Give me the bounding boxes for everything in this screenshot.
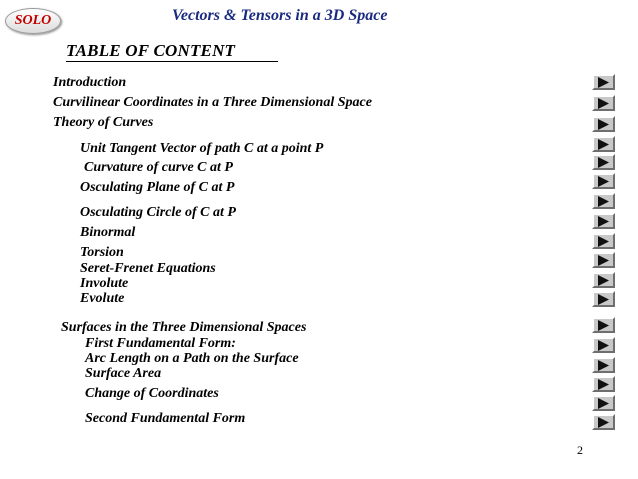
nav-arrow-button[interactable]	[592, 272, 615, 288]
play-triangle-icon	[597, 119, 610, 130]
page-title: Vectors & Tensors in a 3D Space	[172, 7, 388, 24]
toc-item-curvature[interactable]: Curvature of curve C at P	[84, 160, 233, 175]
play-triangle-icon	[597, 236, 610, 247]
toc-item-arc-length[interactable]: Arc Length on a Path on the Surface	[85, 351, 299, 366]
toc-item-curvilinear-coordinates[interactable]: Curvilinear Coordinates in a Three Dimensional Space	[53, 95, 372, 110]
toc-item-binormal[interactable]: Binormal	[80, 225, 136, 240]
toc-item-introduction[interactable]: Introduction	[53, 75, 127, 90]
play-triangle-icon	[597, 98, 610, 109]
play-triangle-icon	[597, 320, 610, 331]
play-triangle-icon	[597, 157, 610, 168]
nav-arrow-button[interactable]	[592, 414, 615, 430]
toc-item-osculating-plane[interactable]: Osculating Plane of C at P	[80, 180, 235, 195]
nav-arrow-button[interactable]	[592, 136, 615, 152]
nav-arrow-button[interactable]	[592, 233, 615, 249]
nav-arrow-button[interactable]	[592, 337, 615, 353]
play-triangle-icon	[597, 216, 610, 227]
play-triangle-icon	[597, 379, 610, 390]
toc-item-unit-tangent-vector[interactable]: Unit Tangent Vector of path C at a point P	[80, 141, 324, 156]
toc-heading: TABLE OF CONTENT	[66, 41, 236, 60]
nav-arrow-button[interactable]	[592, 154, 615, 170]
play-triangle-icon	[597, 139, 610, 150]
play-triangle-icon	[597, 255, 610, 266]
page-number: 2	[577, 443, 583, 457]
play-triangle-icon	[597, 398, 610, 409]
toc-item-torsion[interactable]: Torsion	[80, 245, 124, 260]
solo-logo	[5, 8, 61, 34]
nav-arrow-button[interactable]	[592, 193, 615, 209]
nav-arrow-button[interactable]	[592, 252, 615, 268]
toc-item-change-of-coordinates[interactable]: Change of Coordinates	[85, 386, 219, 401]
nav-arrow-button[interactable]	[592, 357, 615, 373]
toc-item-theory-of-curves[interactable]: Theory of Curves	[53, 115, 154, 130]
nav-arrow-button[interactable]	[592, 213, 615, 229]
nav-arrow-button[interactable]	[592, 74, 615, 90]
nav-arrow-button[interactable]	[592, 291, 615, 307]
play-triangle-icon	[597, 294, 610, 305]
toc-item-first-fundamental-form[interactable]: First Fundamental Form:	[85, 336, 236, 351]
play-triangle-icon	[597, 275, 610, 286]
play-triangle-icon	[597, 176, 610, 187]
toc-heading-underline	[66, 61, 278, 62]
toc-item-evolute[interactable]: Evolute	[80, 291, 125, 306]
nav-arrow-button[interactable]	[592, 95, 615, 111]
play-triangle-icon	[597, 340, 610, 351]
nav-arrow-button[interactable]	[592, 376, 615, 392]
nav-arrow-button[interactable]	[592, 317, 615, 333]
nav-arrow-button[interactable]	[592, 116, 615, 132]
solo-logo-text: SOLO	[14, 13, 52, 28]
play-triangle-icon	[597, 360, 610, 371]
toc-item-second-fundamental-form[interactable]: Second Fundamental Form	[85, 411, 246, 426]
toc-item-osculating-circle[interactable]: Osculating Circle of C at P	[80, 205, 236, 220]
play-triangle-icon	[597, 196, 610, 207]
toc-item-seret-frenet[interactable]: Seret-Frenet Equations	[80, 261, 216, 276]
toc-item-involute[interactable]: Involute	[80, 276, 129, 291]
nav-arrow-button[interactable]	[592, 395, 615, 411]
toc-item-surface-area[interactable]: Surface Area	[85, 366, 162, 381]
play-triangle-icon	[597, 77, 610, 88]
toc-item-surfaces[interactable]: Surfaces in the Three Dimensional Spaces	[61, 320, 307, 335]
play-triangle-icon	[597, 417, 610, 428]
nav-arrow-button[interactable]	[592, 173, 615, 189]
